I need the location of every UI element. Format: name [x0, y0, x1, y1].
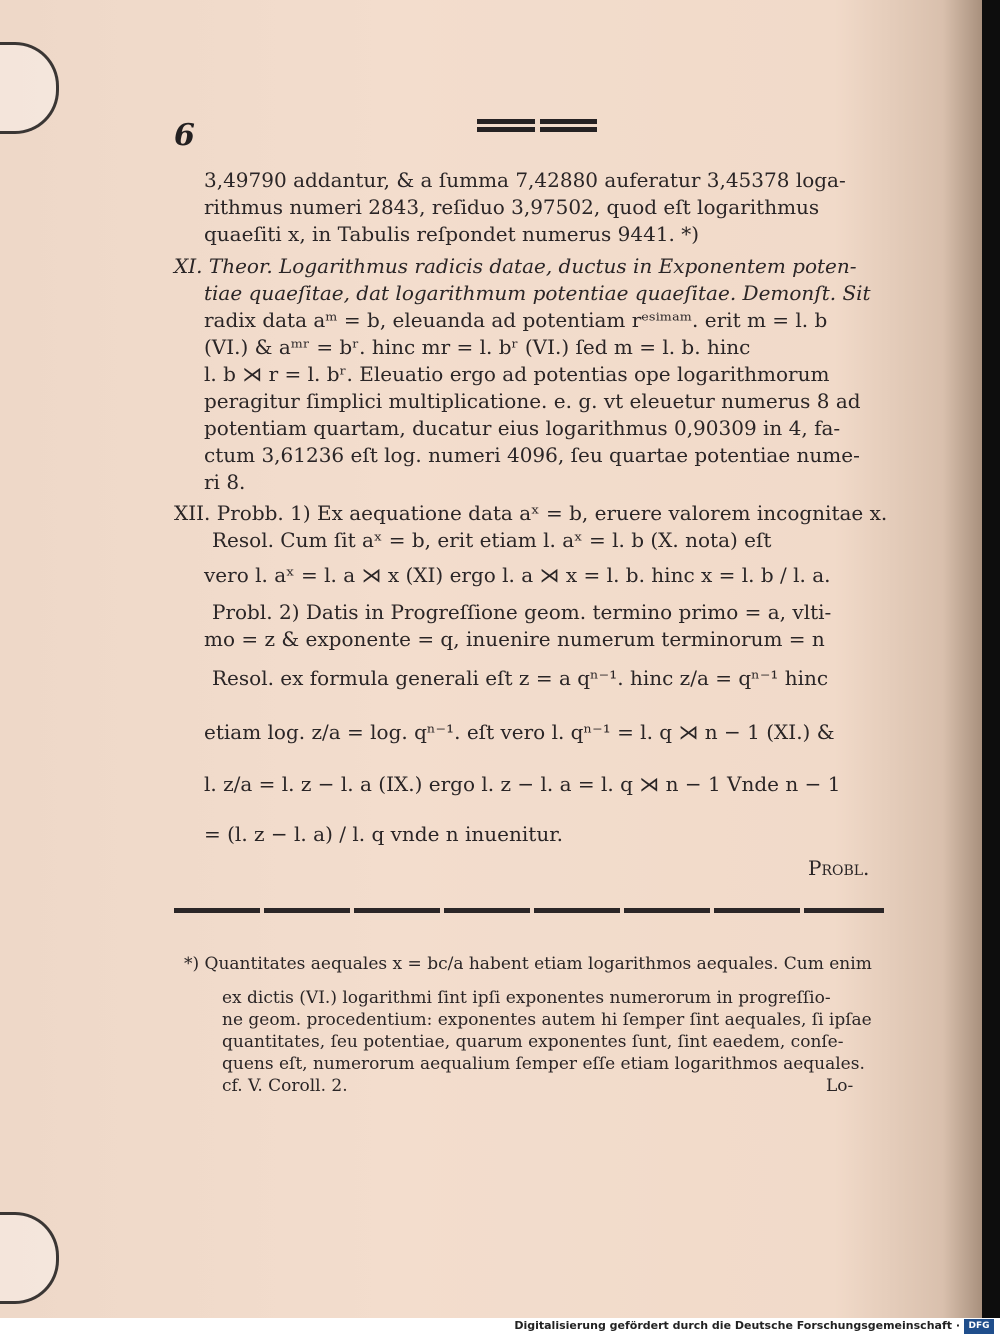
- footnote-line: quantitates, ſeu potentiae, quarum exponentes ſunt, ſint eaedem, conſe-: [222, 1032, 844, 1052]
- footnote-line: ne geom. procedentium: exponentes autem hi ſemper ſint aequales, ſi ipſae: [222, 1010, 872, 1030]
- footnote-line: *) Quantitates aequales x = bc/a habent etiam logarithmos aequales. Cum enim: [184, 954, 872, 974]
- text-line: potentiam quartam, ducatur eius logarithmus 0,90309 in 4, fa-: [204, 416, 841, 440]
- text-line: tiae quaeſitae, dat logarithmum potentiae quaeſitae. Demonſt. Sit: [204, 281, 871, 305]
- binding-ring-bottom: [0, 1212, 59, 1304]
- text-line: peragitur ſimplici multiplicatione. e. g. vt eleuetur numerus 8 ad: [204, 389, 861, 413]
- footnote-line: ex dictis (VI.) logarithmi ſint ipſi exponentes numerorum in progreſſio-: [222, 988, 831, 1008]
- dfg-logo-icon: DFG: [964, 1319, 994, 1334]
- digitization-footer: [0, 1318, 1000, 1336]
- footnote-separator: [174, 908, 884, 913]
- text-line: mo = z & exponente = q, inuenire numerum terminorum = n: [204, 627, 825, 651]
- footnote-line: quens eſt, numerorum aequalium ſemper eſſe etiam logarithmos aequales.: [222, 1054, 865, 1074]
- text-line: radix data aᵐ = b, eleuanda ad potentiam rᵉˢⁱᵐᵃᵐ. erit m = l. b: [204, 308, 828, 332]
- catchword: Probl.: [808, 856, 870, 880]
- text-line: Probl. 2) Datis in Progreſſione geom. termino primo = a, vlti-: [212, 600, 832, 624]
- footnote-line: cf. V. Coroll. 2.: [222, 1076, 348, 1096]
- text-line: vero l. aˣ = l. a ⋊ x (XI) ergo l. a ⋊ x = l. b. hinc x = l. b / l. a.: [204, 563, 831, 587]
- header-ornament: [477, 119, 597, 133]
- text-line: = (l. z − l. a) / l. q vnde n inuenitur.: [204, 822, 563, 846]
- text-line: ri 8.: [204, 470, 246, 494]
- footer-credit: Digitalisierung gefördert durch die Deutsche Forschungsgemeinschaft ·: [514, 1319, 960, 1332]
- text-line: Resol. ex formula generali eſt z = a qⁿ⁻¹. hinc z/a = qⁿ⁻¹ hinc: [212, 666, 829, 690]
- text-line: rithmus numeri 2843, reſiduo 3,97502, quod eſt logarithmus: [204, 195, 820, 219]
- text-line: etiam log. z/a = log. qⁿ⁻¹. eſt vero l. qⁿ⁻¹ = l. q ⋊ n − 1 (XI.) &: [204, 720, 835, 744]
- text-line: ctum 3,61236 eſt log. numeri 4096, ſeu quartae potentiae nume-: [204, 443, 860, 467]
- page-number: 6: [174, 118, 195, 153]
- theorem-heading: XI. Theor. Logarithmus radicis datae, ductus in Exponentem poten-: [174, 254, 857, 278]
- text-line: l. z/a = l. z − l. a (IX.) ergo l. z − l. a = l. q ⋊ n − 1 Vnde n − 1: [204, 772, 841, 796]
- text-line: (VI.) & aᵐʳ = bʳ. hinc mr = l. bʳ (VI.) ſed m = l. b. hinc: [204, 335, 751, 359]
- text-line: quaeſiti x, in Tabulis reſpondet numerus 9441. *): [204, 222, 700, 246]
- binding-ring-top: [0, 42, 59, 134]
- text-line: 3,49790 addantur, & a ſumma 7,42880 auferatur 3,45378 loga-: [204, 168, 846, 192]
- footnote-catchword: Lo-: [826, 1076, 854, 1096]
- problem-heading: XII. Probb. 1) Ex aequatione data aˣ = b, eruere valorem incognitae x.: [174, 501, 888, 525]
- text-line: l. b ⋊ r = l. bʳ. Eleuatio ergo ad potentias ope logarithmorum: [204, 362, 830, 386]
- text-line: Resol. Cum ſit aˣ = b, erit etiam l. aˣ = l. b (X. nota) eſt: [212, 528, 772, 552]
